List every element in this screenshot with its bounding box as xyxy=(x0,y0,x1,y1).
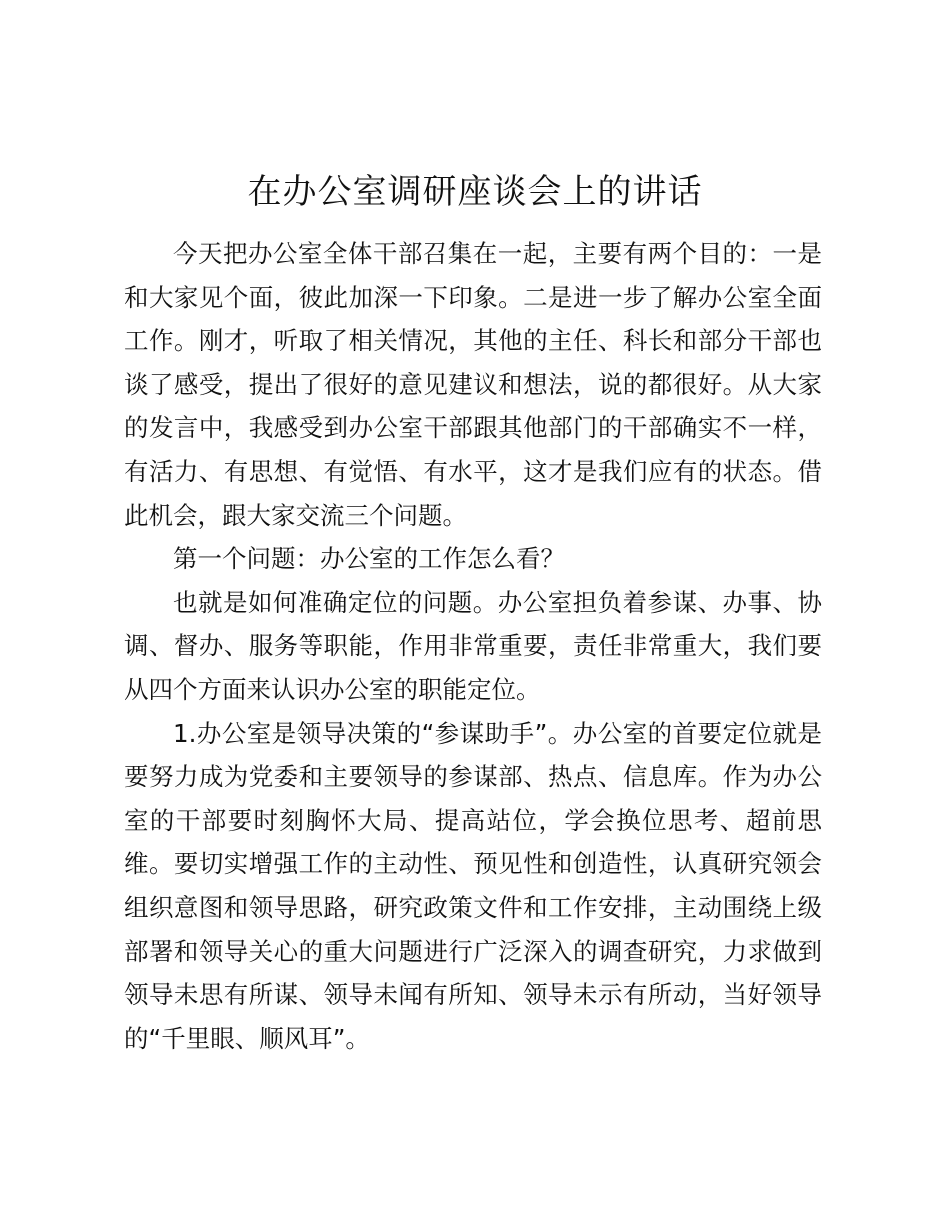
document-title: 在办公室调研座谈会上的讲话 xyxy=(247,172,703,212)
paragraph-question-one: 第一个问题：办公室的工作怎么看？ xyxy=(173,544,565,574)
paragraph-point-one: 1.办公室是领导决策的“参谋助手”。办公室的首要定位就是要努力成为党委和主要领导的参谋部、热点、信息库。作为办公室的干部要时刻胸怀大局、提高站位，学会换位思考、超前思维。要切实增强工作的主动性、预见性和创造性，认真研究领会组织意图和领导思路，研究政策文件和工作安排，主动围绕上级部署和领导关心的重大问题进行广泛深入的调查研究，力求做到领导未思有所谋、领导未闻有所知、领导未示有所动，当好领导的“千里眼、顺风耳”。 xyxy=(124,718,822,1053)
paragraph-positioning: 也就是如何准确定位的问题。办公室担负着参谋、办事、协调、督办、服务等职能，作用非常重要，责任非常重大，我们要从四个方面来认识办公室的职能定位。 xyxy=(124,587,822,704)
paragraph-intro: 今天把办公室全体干部召集在一起，主要有两个目的：一是和大家见个面，彼此加深一下印象。二是进一步了解办公室全面工作。刚才，听取了相关情况，其他的主任、科长和部分干部也谈了感受，提出了很好的意见建议和想法，说的都很好。从大家的发言中，我感受到办公室干部跟其他部门的干部确实不一样，有活力、有思想、有觉悟、有水平，这才是我们应有的状态。借此机会，跟大家交流三个问题。 xyxy=(124,239,822,530)
document-body xyxy=(124,232,822,1060)
